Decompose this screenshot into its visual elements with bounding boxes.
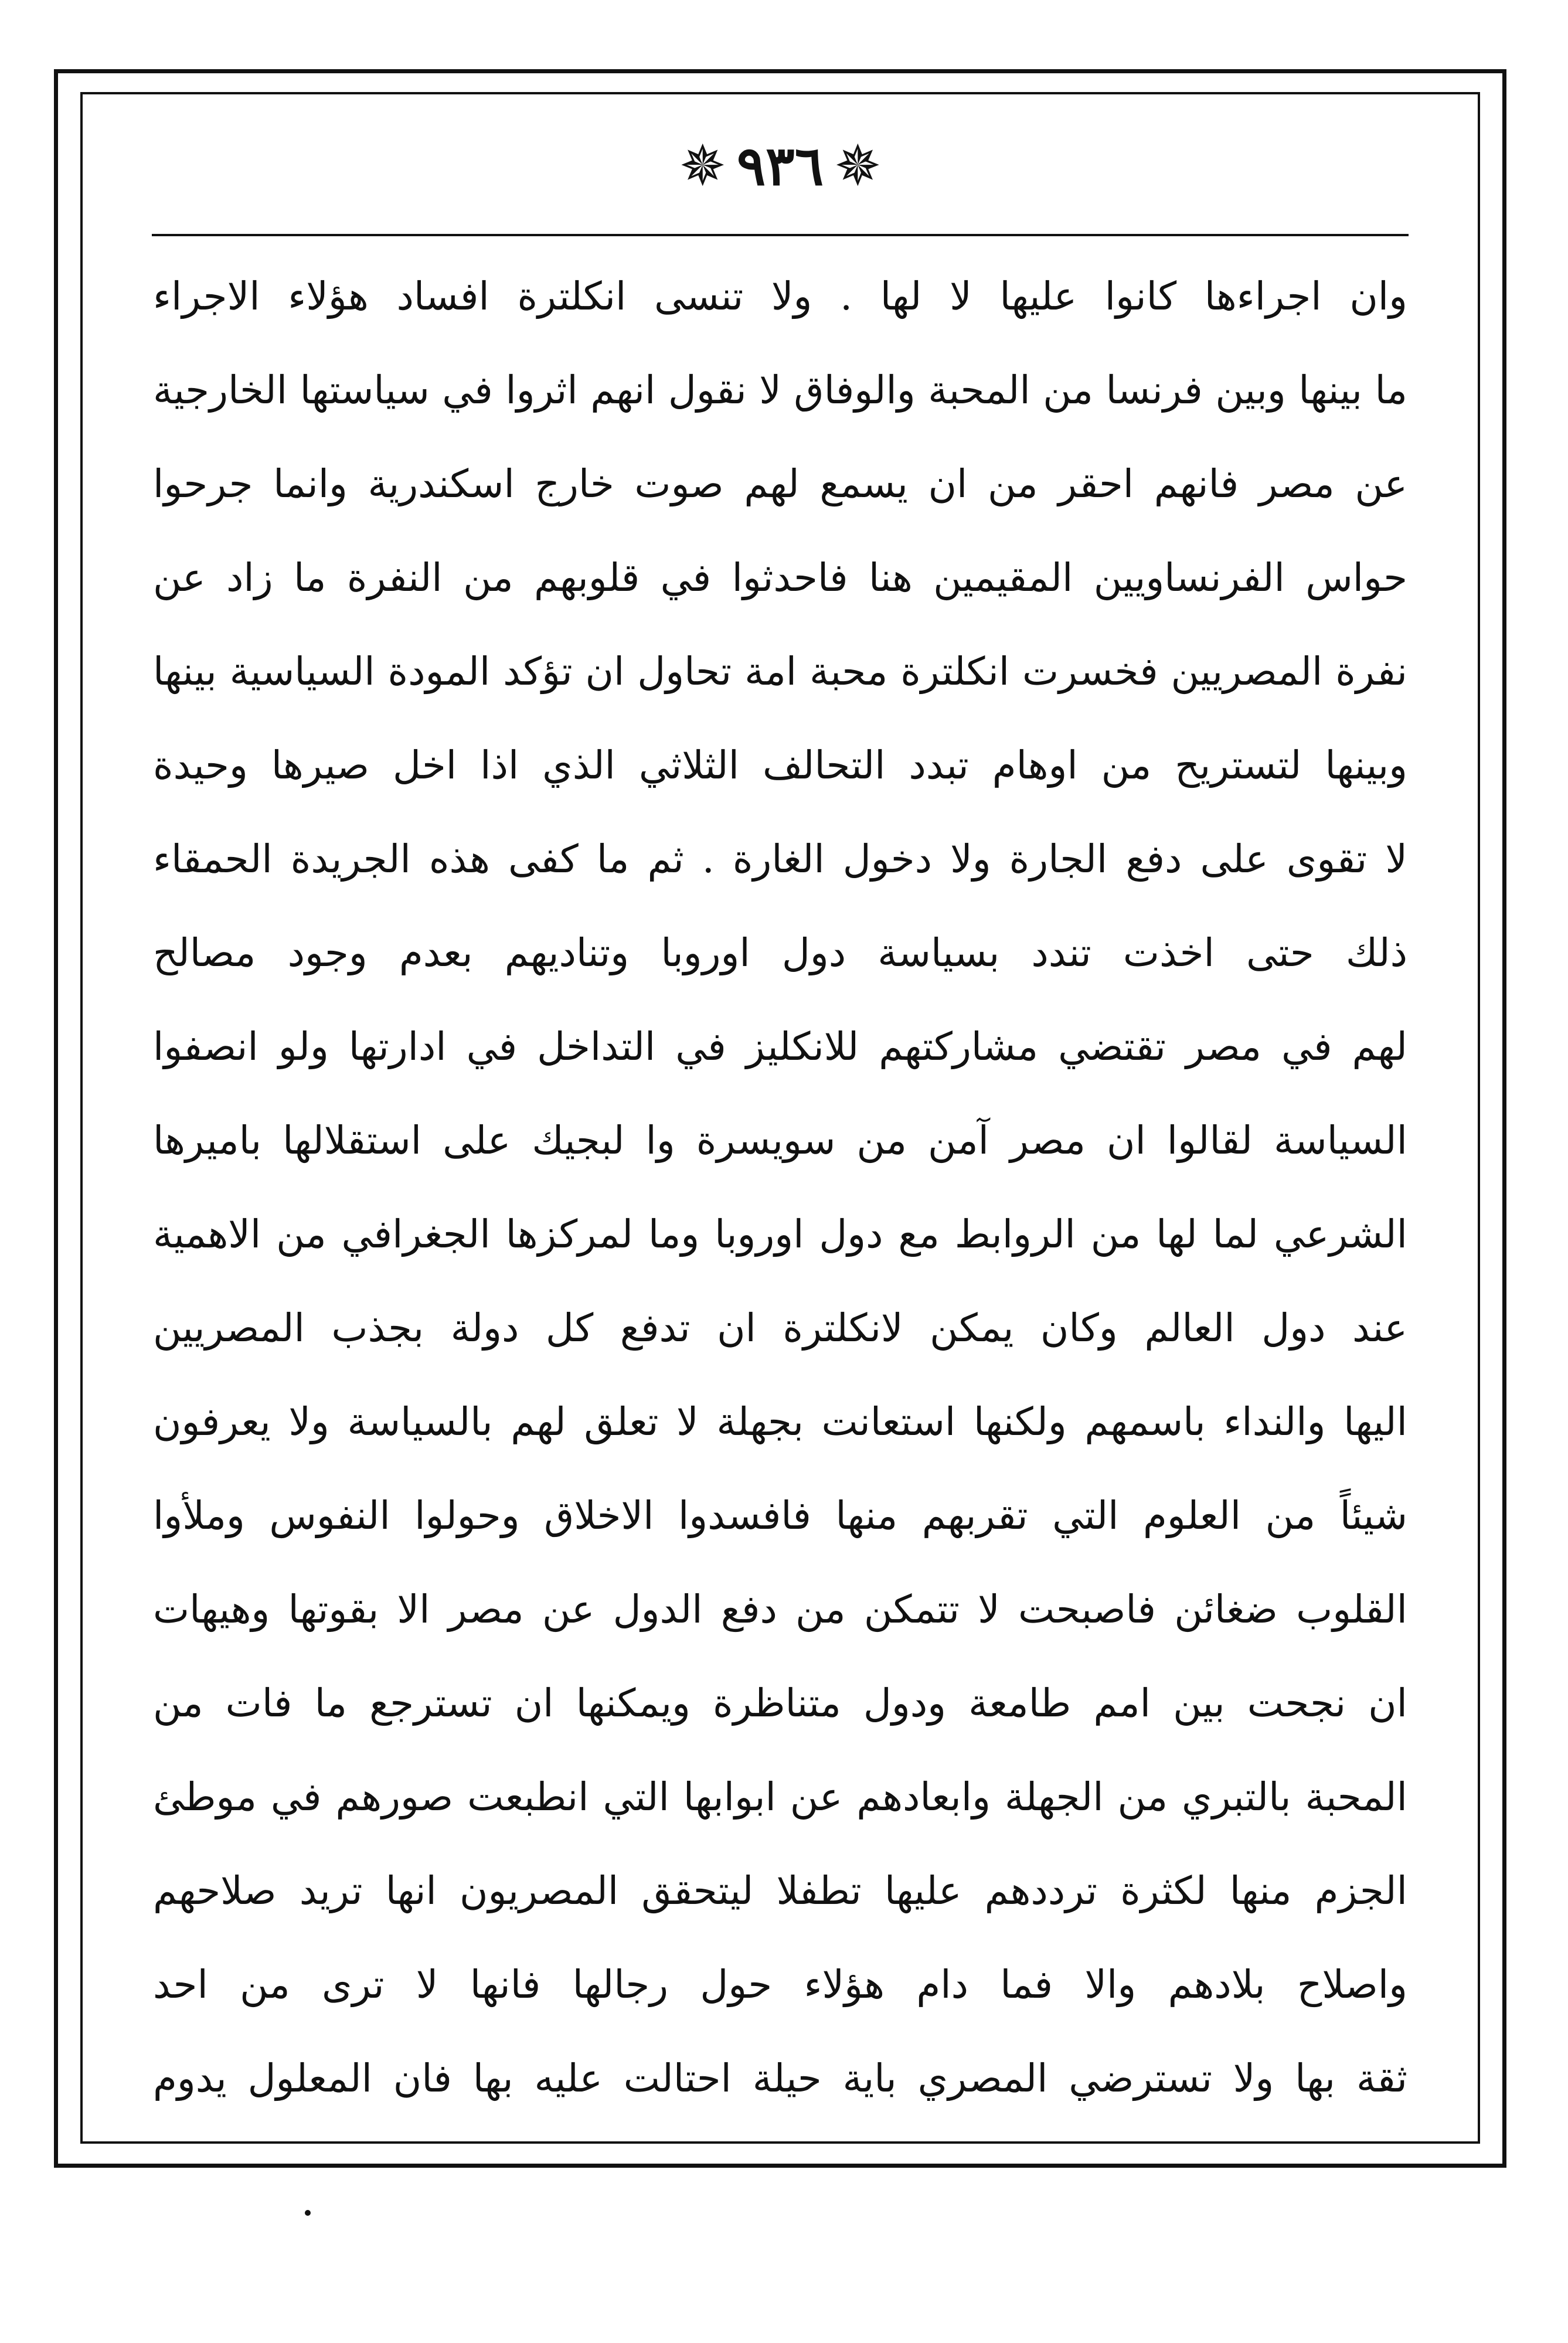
text-line: عن مصر فانهم احقر من ان يسمع لهم صوت خارج اسكندرية وانما جرحوا (153, 461, 1407, 506)
text-line: واصلاح بلادهم والا فما دام هؤلاء حول رجالها فانها لا ترى من احد (153, 1962, 1407, 2007)
text-line: القلوب ضغائن فاصبحت لا تتمكن من دفع الدول عن مصر الا بقوتها وهيهات (153, 1587, 1407, 1632)
text-line: عند دول العالم وكان يمكن لانكلترة ان تدفع كل دولة بجذب المصريين (153, 1305, 1407, 1351)
text-line: شيئاً من العلوم التي تقربهم منها فافسدوا الاخلاق وحولوا النفوس وملأوا (153, 1493, 1407, 1538)
text-line: وان اجراءها كانوا عليها لا لها . ولا تنسى انكلترة افساد هؤلاء الاجراء (153, 274, 1407, 319)
text-line: المحبة بالتبري من الجهلة وابعادهم عن ابوابها التي انطبعت صورهم في موطئ (153, 1774, 1407, 1820)
text-line: الجزم منها لكثرة ترددهم عليها تطفلا ليتحقق المصريون انها تريد صلاحهم (153, 1868, 1407, 1913)
page-header (83, 131, 1478, 201)
text-line: لهم في مصر تقتضي مشاركتهم للانكليز في التداخل في ادارتها ولو انصفوا (153, 1024, 1407, 1069)
header-divider (152, 234, 1409, 236)
text-line: حواس الفرنساويين المقيمين هنا فاحدثوا في قلوبهم من النفرة ما زاد عن (153, 555, 1407, 600)
text-line: ما بينها وبين فرنسا من المحبة والوفاق لا نقول انهم اثروا في سياستها الخارجية (153, 368, 1407, 413)
page-border-inner (80, 92, 1480, 2144)
text-line: وبينها لتستريح من اوهام تبدد التحالف الثلاثي الذي اذا اخل صيرها وحيدة (153, 743, 1407, 788)
page-number: ٩٣٦ (736, 134, 824, 198)
text-line: نفرة المصريين فخسرت انكلترة محبة امة تحاول ان تؤكد المودة السياسية بينها (153, 649, 1407, 694)
ink-speck (305, 2210, 311, 2216)
page-border-outer (54, 69, 1506, 2168)
ornament-right-icon: ✵ (834, 133, 882, 199)
body-text (153, 264, 1407, 2111)
ornament-left-icon: ✵ (679, 133, 726, 199)
text-line: اليها والنداء باسمهم ولكنها استعانت بجهلة لا تعلق لهم بالسياسة ولا يعرفون (153, 1399, 1407, 1444)
text-line: ذلك حتى اخذت تندد بسياسة دول اوروبا وتناديهم بعدم وجود مصالح (153, 930, 1407, 975)
text-line: ان نجحت بين امم طامعة ودول متناظرة ويمكنها ان تسترجع ما فات من (153, 1681, 1407, 1726)
text-line: السياسة لقالوا ان مصر آمن من سويسرة وا لبجيك على استقلالها باميرها (153, 1118, 1407, 1163)
text-line: الشرعي لما لها من الروابط مع دول اوروبا وما لمركزها الجغرافي من الاهمية (153, 1212, 1407, 1257)
text-line: لا تقوى على دفع الجارة ولا دخول الغارة . ثم ما كفى هذه الجريدة الحمقاء (153, 836, 1407, 882)
text-line: ثقة بها ولا تسترضي المصري باية حيلة احتالت عليه بها فان المعلول يدوم (153, 2056, 1407, 2101)
